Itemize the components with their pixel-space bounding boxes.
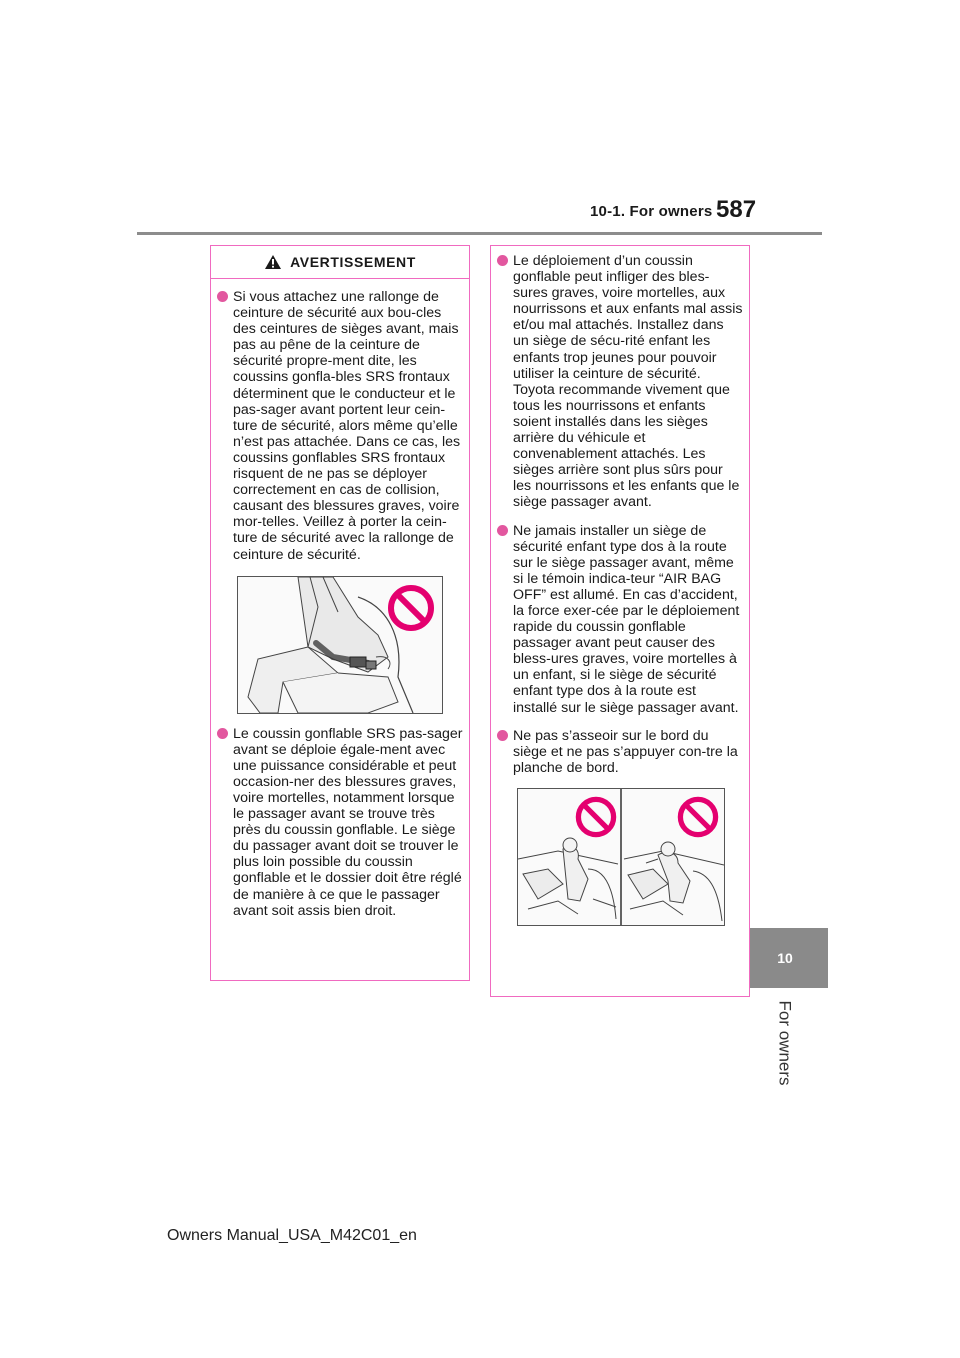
warning-triangle-icon [264, 254, 282, 270]
warning-text: Le déploiement d’un coussin gonflable peut infliger des bles-sures graves, voire mortelles, aux nourrissons et aux enfants mal assis et/ou mal attachés. Installez dans un siège de sécu-rité enfant les enfants trop jeunes pour pouvoir utiliser la ceinture de sécurité. [513, 253, 743, 382]
section-title: 10-1. For owners [590, 203, 713, 220]
prohibition-icon [386, 583, 436, 633]
prohibition-icon [574, 795, 618, 839]
bullet-icon [497, 730, 508, 741]
warning-box-left [210, 245, 470, 981]
warning-text: Le coussin gonflable SRS pas-sager avant se déploie égale-ment avec une puissance considérable et peut occasion-ner des blessures graves, voire mortelles, notamment lorsque le passager avant se trouve très près du coussin gonflable. Le siège du passager avant doit se trouver le plus loin possible du coussin gonflable et le dossier doit être réglé de manière à ce que le passager avant soit assis bien droit. [233, 725, 463, 919]
chapter-label: For owners [776, 1000, 795, 1086]
manual-footer: Owners Manual_USA_M42C01_en [167, 1227, 417, 1244]
bullet-icon [217, 728, 228, 739]
warning-box-right [490, 245, 750, 997]
warning-item [495, 728, 743, 776]
chapter-tab[interactable] [742, 928, 828, 988]
prohibition-icon [676, 795, 720, 839]
chapter-number: 10 [777, 950, 793, 966]
warning-text: Si vous attachez une rallonge de ceinture de sécurité aux bou-cles des ceintures de sièges avant, mais pas au pêne de la ceinture de sécurité propre-ment dite, les coussins gonfla-bles SRS frontaux déterminent que le conducteur et le pas-sager avant portent leur cein-ture de sécurité, alors même qu’elle n’est pas attachée. Dans ce cas, les coussins gonflables SRS frontaux risquent de ne pas se déployer correctement en cas de collision, causant des blessures graves, voire mor-telles. Veillez à porter la cein-ture de sécurité avec la rallonge de ceinture de sécurité. [233, 289, 461, 563]
warning-item [215, 726, 463, 919]
bullet-icon [217, 291, 228, 302]
warning-text: Ne pas s’asseoir sur le bord du siège et ne pas s’appuyer con-tre la planche de bord. [513, 727, 738, 776]
warning-text: Ne jamais installer un siège de sécurité enfant type dos à la route sur le siège passager avant, même si le témoin indica-teur “AIR BAG OFF” est allumé. En cas d’accident, la force exer-cée par le déploiement rapide du coussin gonflable passager avant peut causer des bless-ures graves, voire mortelles à un enfant, si le siège de sécurité enfant type dos à la route est installé sur le siège passager avant. [513, 522, 740, 716]
warning-item [495, 253, 743, 511]
warning-text-continued: Toyota recommande vivement que tous les nourrissons et enfants soient installés dans les sièges arrière du véhicule et convenablement attachés. Les sièges arrière sont plus sûrs pour les nourrissons et les enfants que le siège passager avant. [513, 381, 740, 511]
warning-title: AVERTISSEMENT [290, 254, 416, 270]
incorrect-seating-illustration [517, 788, 725, 926]
warning-item [215, 289, 463, 563]
bullet-icon [497, 255, 508, 266]
page-number: 587 [716, 196, 757, 223]
header-divider [137, 232, 822, 235]
warning-item [495, 523, 743, 716]
belt-extender-illustration [237, 576, 443, 714]
bullet-icon [497, 525, 508, 536]
warning-header [211, 246, 469, 279]
